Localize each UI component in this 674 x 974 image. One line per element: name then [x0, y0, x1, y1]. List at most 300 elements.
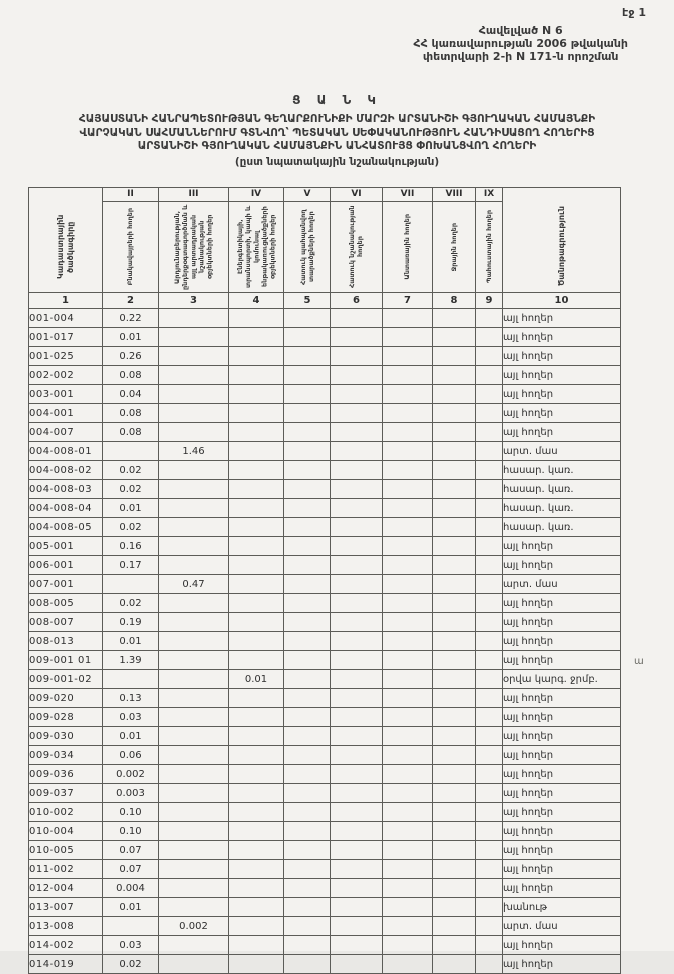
area-value-cell: [433, 480, 476, 499]
cadastral-code-cell: 010-004: [29, 822, 103, 841]
area-value-cell: [383, 385, 433, 404]
table-row: [29, 917, 621, 936]
area-value-cell: [229, 328, 284, 347]
area-value-cell: [433, 879, 476, 898]
title-heading: Ց Ա Ն Կ: [292, 93, 382, 107]
area-value-cell: [159, 518, 229, 537]
table-row: [29, 803, 621, 822]
cadastral-code-cell: 008-013: [29, 632, 103, 651]
appendix-line: Հավելված N 6: [478, 24, 563, 37]
area-value-cell: [331, 746, 383, 765]
area-value-cell: [331, 822, 383, 841]
column-number: 10: [503, 293, 621, 309]
table-row: [29, 309, 621, 328]
area-value-cell: [229, 594, 284, 613]
area-value-cell: [383, 860, 433, 879]
table-row: [29, 442, 621, 461]
area-value-cell: [433, 442, 476, 461]
appendix-line: փետրվարի 2-ի N 171-ն որոշման: [422, 50, 619, 63]
area-value-cell: [284, 651, 331, 670]
area-value-cell: [476, 309, 503, 328]
area-value-cell: [476, 366, 503, 385]
area-value-cell: [433, 803, 476, 822]
area-value-cell: [476, 556, 503, 575]
area-value-cell: [383, 803, 433, 822]
area-value-cell: 1.39: [103, 651, 159, 670]
area-value-cell: 0.02: [103, 594, 159, 613]
column-header-7: [383, 188, 433, 293]
cadastral-code-cell: 009-001 01: [29, 651, 103, 670]
area-value-cell: [433, 309, 476, 328]
cadastral-code-cell: 009-034: [29, 746, 103, 765]
area-value-cell: [284, 480, 331, 499]
column-label: Հատուկ նշանակության հողեր: [348, 205, 365, 289]
area-value-cell: [331, 784, 383, 803]
area-value-cell: [159, 309, 229, 328]
area-value-cell: 0.13: [103, 689, 159, 708]
table-row: [29, 366, 621, 385]
area-value-cell: [433, 822, 476, 841]
area-value-cell: [331, 803, 383, 822]
table-row: [29, 784, 621, 803]
area-value-cell: [229, 727, 284, 746]
area-value-cell: [229, 936, 284, 955]
area-value-cell: [159, 841, 229, 860]
area-value-cell: [476, 822, 503, 841]
area-value-cell: [159, 955, 229, 974]
area-value-cell: [229, 613, 284, 632]
area-value-cell: [331, 670, 383, 689]
area-value-cell: [284, 689, 331, 708]
area-value-cell: [284, 499, 331, 518]
area-value-cell: [284, 385, 331, 404]
area-value-cell: [229, 480, 284, 499]
area-value-cell: 0.03: [103, 708, 159, 727]
area-value-cell: 0.01: [229, 670, 284, 689]
area-value-cell: [331, 841, 383, 860]
area-value-cell: [433, 423, 476, 442]
area-value-cell: [229, 898, 284, 917]
column-header-9: [476, 188, 503, 293]
table-row: [29, 898, 621, 917]
column-number: 4: [229, 293, 284, 309]
area-value-cell: [383, 537, 433, 556]
stray-pencil-mark: ա: [634, 656, 644, 667]
area-value-cell: [284, 575, 331, 594]
area-value-cell: 0.19: [103, 613, 159, 632]
note-cell: այլ հողեր: [503, 594, 621, 613]
table-row: [29, 499, 621, 518]
area-value-cell: [331, 651, 383, 670]
area-value-cell: [383, 461, 433, 480]
area-value-cell: [476, 613, 503, 632]
area-value-cell: 0.26: [103, 347, 159, 366]
area-value-cell: [159, 537, 229, 556]
area-value-cell: [229, 423, 284, 442]
note-cell: հասար. կառ.: [503, 499, 621, 518]
column-number: 7: [383, 293, 433, 309]
area-value-cell: [159, 708, 229, 727]
note-cell: այլ հողեր: [503, 879, 621, 898]
area-value-cell: [331, 898, 383, 917]
note-cell: այլ հողեր: [503, 822, 621, 841]
area-value-cell: [159, 594, 229, 613]
table-row: [29, 480, 621, 499]
area-value-cell: [383, 518, 433, 537]
area-value-cell: [284, 366, 331, 385]
area-value-cell: [383, 689, 433, 708]
note-cell: արտ. մաս: [503, 575, 621, 594]
area-value-cell: [476, 518, 503, 537]
area-value-cell: [159, 499, 229, 518]
area-value-cell: [476, 442, 503, 461]
column-label: Էներգետիկայի, տրանսպորտի, կապի և կոմունալ ենթակառուցվածքների օբյեկտների հողեր: [235, 205, 277, 289]
area-value-cell: [103, 670, 159, 689]
area-value-cell: [331, 765, 383, 784]
cadastral-code-cell: 010-002: [29, 803, 103, 822]
area-value-cell: [331, 423, 383, 442]
cadastral-code-cell: 005-001: [29, 537, 103, 556]
area-value-cell: [331, 879, 383, 898]
note-cell: այլ հողեր: [503, 404, 621, 423]
area-value-cell: 0.002: [103, 765, 159, 784]
area-value-cell: [476, 860, 503, 879]
area-value-cell: [159, 765, 229, 784]
area-value-cell: [383, 879, 433, 898]
area-value-cell: [331, 366, 383, 385]
table-row: [29, 936, 621, 955]
column-label: Պահուստային հողեր: [484, 210, 493, 284]
area-value-cell: [433, 784, 476, 803]
area-value-cell: [159, 727, 229, 746]
column-number: 8: [433, 293, 476, 309]
area-value-cell: [229, 632, 284, 651]
area-value-cell: [331, 727, 383, 746]
cadastral-code-cell: 010-005: [29, 841, 103, 860]
area-value-cell: 0.02: [103, 461, 159, 480]
area-value-cell: 0.01: [103, 632, 159, 651]
note-cell: արտ. մաս: [503, 442, 621, 461]
roman-numeral: III: [159, 188, 228, 202]
area-value-cell: [383, 632, 433, 651]
area-value-cell: [159, 461, 229, 480]
area-value-cell: [229, 556, 284, 575]
area-value-cell: [284, 518, 331, 537]
area-value-cell: [383, 955, 433, 974]
area-value-cell: [159, 784, 229, 803]
area-value-cell: [476, 955, 503, 974]
roman-numeral: VI: [331, 188, 382, 202]
table-row: [29, 860, 621, 879]
area-value-cell: [229, 499, 284, 518]
area-value-cell: [433, 575, 476, 594]
area-value-cell: [159, 860, 229, 879]
area-value-cell: [103, 442, 159, 461]
area-value-cell: [159, 803, 229, 822]
area-value-cell: 0.02: [103, 480, 159, 499]
area-value-cell: [284, 841, 331, 860]
area-value-cell: [229, 461, 284, 480]
area-value-cell: [159, 936, 229, 955]
title-line: ԱՐՏԱՆԻՇԻ ԳՅՈՒՂԱԿԱՆ ՀԱՄԱՅՆՔԻՆ ԱՆՀԱՏՈՒՅՑ ՓՈԽԱՆՑՎՈՂ ՀՈՂԵՐԻ: [137, 140, 537, 152]
column-label: Հատուկ պահպանվող տարածքների հողեր: [298, 209, 315, 285]
area-value-cell: [229, 442, 284, 461]
table-row: [29, 613, 621, 632]
note-cell: օրվա կարգ. ջրմբ.: [503, 670, 621, 689]
area-value-cell: [383, 898, 433, 917]
area-value-cell: [433, 556, 476, 575]
area-value-cell: [284, 898, 331, 917]
cadastral-code-cell: 006-001: [29, 556, 103, 575]
page-number: էջ 1: [622, 6, 646, 19]
roman-numeral: [503, 188, 620, 201]
area-value-cell: [284, 727, 331, 746]
area-value-cell: [159, 670, 229, 689]
column-label: Ծանոթագրություն: [556, 206, 566, 287]
column-label: Ջրային հողեր: [449, 222, 458, 272]
area-value-cell: [229, 803, 284, 822]
roman-numeral: II: [103, 188, 158, 202]
note-cell: խանութ: [503, 898, 621, 917]
area-value-cell: [433, 328, 476, 347]
cadastral-code-cell: 004-008-03: [29, 480, 103, 499]
column-number: 3: [159, 293, 229, 309]
area-value-cell: 0.01: [103, 898, 159, 917]
area-value-cell: [433, 708, 476, 727]
area-value-cell: [433, 518, 476, 537]
area-value-cell: [433, 461, 476, 480]
area-value-cell: [433, 499, 476, 518]
area-value-cell: 0.08: [103, 366, 159, 385]
area-value-cell: [284, 328, 331, 347]
column-label: Կադաստրային ծածկագիրը: [55, 214, 75, 279]
area-value-cell: [284, 537, 331, 556]
table-row: [29, 461, 621, 480]
area-value-cell: [476, 499, 503, 518]
area-value-cell: [229, 708, 284, 727]
roman-numeral: IV: [229, 188, 283, 202]
area-value-cell: [331, 347, 383, 366]
area-value-cell: [383, 727, 433, 746]
area-value-cell: [476, 480, 503, 499]
table-row: [29, 727, 621, 746]
note-cell: այլ հողեր: [503, 746, 621, 765]
area-value-cell: [476, 328, 503, 347]
area-value-cell: [159, 423, 229, 442]
area-value-cell: [331, 936, 383, 955]
area-value-cell: 0.10: [103, 822, 159, 841]
area-value-cell: [331, 860, 383, 879]
cadastral-code-cell: 009-028: [29, 708, 103, 727]
area-value-cell: 0.16: [103, 537, 159, 556]
table-row: [29, 594, 621, 613]
area-value-cell: [476, 784, 503, 803]
area-value-cell: [383, 366, 433, 385]
area-value-cell: 0.10: [103, 803, 159, 822]
area-value-cell: [433, 955, 476, 974]
table-row: [29, 651, 621, 670]
note-cell: այլ հողեր: [503, 803, 621, 822]
area-value-cell: [284, 822, 331, 841]
area-value-cell: 0.004: [103, 879, 159, 898]
column-label: Բնակավայրերի հողեր: [126, 208, 135, 286]
table-row: [29, 575, 621, 594]
area-value-cell: [331, 632, 383, 651]
note-cell: այլ հողեր: [503, 936, 621, 955]
area-value-cell: [284, 917, 331, 936]
area-value-cell: [159, 613, 229, 632]
area-value-cell: [229, 765, 284, 784]
area-value-cell: [433, 670, 476, 689]
column-number: 1: [29, 293, 103, 309]
area-value-cell: [229, 784, 284, 803]
area-value-cell: [159, 385, 229, 404]
area-value-cell: [476, 936, 503, 955]
area-value-cell: [433, 632, 476, 651]
table-row: [29, 347, 621, 366]
cadastral-code-cell: 001-004: [29, 309, 103, 328]
note-cell: այլ հողեր: [503, 841, 621, 860]
roman-numeral: IX: [476, 188, 502, 202]
roman-numeral: VIII: [433, 188, 475, 202]
area-value-cell: [476, 404, 503, 423]
area-value-cell: [331, 575, 383, 594]
area-value-cell: [331, 917, 383, 936]
table-row: [29, 955, 621, 974]
area-value-cell: [476, 746, 503, 765]
area-value-cell: [433, 841, 476, 860]
area-value-cell: [229, 841, 284, 860]
area-value-cell: [159, 879, 229, 898]
area-value-cell: [159, 480, 229, 499]
area-value-cell: [284, 309, 331, 328]
cadastral-code-cell: 013-008: [29, 917, 103, 936]
area-value-cell: [284, 404, 331, 423]
table-row: [29, 423, 621, 442]
area-value-cell: [159, 746, 229, 765]
table-row: [29, 556, 621, 575]
note-cell: այլ հողեր: [503, 556, 621, 575]
column-header-2: [103, 188, 159, 293]
cadastral-code-cell: 009-001-02: [29, 670, 103, 689]
area-value-cell: [476, 594, 503, 613]
area-value-cell: 0.06: [103, 746, 159, 765]
area-value-cell: [476, 727, 503, 746]
cadastral-code-cell: 008-005: [29, 594, 103, 613]
area-value-cell: [383, 822, 433, 841]
area-value-cell: [331, 689, 383, 708]
area-value-cell: [331, 480, 383, 499]
cadastral-code-cell: 003-001: [29, 385, 103, 404]
cadastral-code-cell: 009-020: [29, 689, 103, 708]
roman-numeral: [29, 188, 102, 201]
area-value-cell: [433, 936, 476, 955]
table-row: [29, 518, 621, 537]
column-label: Անտառային հողեր: [403, 214, 412, 280]
note-cell: հասար. կառ.: [503, 480, 621, 499]
area-value-cell: [229, 860, 284, 879]
cadastral-code-cell: 004-007: [29, 423, 103, 442]
area-value-cell: [284, 594, 331, 613]
title-subtitle: (ըստ նպատակային նշանակության): [234, 155, 440, 168]
area-value-cell: [284, 632, 331, 651]
note-cell: արտ. մաս: [503, 917, 621, 936]
area-value-cell: [476, 461, 503, 480]
area-value-cell: [284, 784, 331, 803]
area-value-cell: 0.22: [103, 309, 159, 328]
cadastral-code-cell: 013-007: [29, 898, 103, 917]
table-row: [29, 385, 621, 404]
area-value-cell: [476, 423, 503, 442]
area-value-cell: [331, 385, 383, 404]
table-row: [29, 765, 621, 784]
area-value-cell: [383, 442, 433, 461]
area-value-cell: [284, 746, 331, 765]
area-value-cell: [476, 708, 503, 727]
area-value-cell: 0.08: [103, 423, 159, 442]
area-value-cell: [433, 651, 476, 670]
area-value-cell: 0.01: [103, 328, 159, 347]
title-line: ՎԱՐՉԱԿԱՆ ՍԱՀՄԱՆՆԵՐՈՒՄ ԳՏՆՎՈՂ՝ ՊԵՏԱԿԱՆ ՍԵՓԱԿԱՆՈՒԹՅՈՒՆ ՀԱՆԴԻՍԱՑՈՂ ՀՈՂԵՐԻՑ: [79, 126, 595, 139]
area-value-cell: 1.46: [159, 442, 229, 461]
area-value-cell: [433, 727, 476, 746]
area-value-cell: [159, 651, 229, 670]
area-value-cell: [476, 651, 503, 670]
area-value-cell: [383, 708, 433, 727]
column-header-4: [229, 188, 284, 293]
area-value-cell: [159, 822, 229, 841]
area-value-cell: [331, 613, 383, 632]
area-value-cell: 0.01: [103, 727, 159, 746]
area-value-cell: [476, 841, 503, 860]
area-value-cell: 0.17: [103, 556, 159, 575]
note-cell: այլ հողեր: [503, 784, 621, 803]
table-row: [29, 670, 621, 689]
area-value-cell: [331, 708, 383, 727]
column-header-3: [159, 188, 229, 293]
area-value-cell: [229, 822, 284, 841]
cadastral-code-cell: 004-008-02: [29, 461, 103, 480]
cadastral-code-cell: 004-001: [29, 404, 103, 423]
area-value-cell: [476, 575, 503, 594]
area-value-cell: [383, 404, 433, 423]
area-value-cell: [383, 423, 433, 442]
area-value-cell: [229, 746, 284, 765]
cadastral-code-cell: 001-025: [29, 347, 103, 366]
column-header-5: [284, 188, 331, 293]
area-value-cell: [383, 499, 433, 518]
area-value-cell: [383, 670, 433, 689]
area-value-cell: 0.03: [103, 936, 159, 955]
cadastral-code-cell: 009-030: [29, 727, 103, 746]
area-value-cell: 0.07: [103, 841, 159, 860]
area-value-cell: 0.04: [103, 385, 159, 404]
land-parcels-table: [28, 187, 621, 974]
area-value-cell: [383, 746, 433, 765]
cadastral-code-cell: 012-004: [29, 879, 103, 898]
note-cell: այլ հողեր: [503, 423, 621, 442]
table-row: [29, 689, 621, 708]
area-value-cell: 0.003: [103, 784, 159, 803]
area-value-cell: [229, 366, 284, 385]
area-value-cell: [383, 309, 433, 328]
area-value-cell: [476, 537, 503, 556]
cadastral-code-cell: 002-002: [29, 366, 103, 385]
cadastral-code-cell: 004-008-04: [29, 499, 103, 518]
area-value-cell: [331, 309, 383, 328]
area-value-cell: [284, 879, 331, 898]
cadastral-code-cell: 007-001: [29, 575, 103, 594]
